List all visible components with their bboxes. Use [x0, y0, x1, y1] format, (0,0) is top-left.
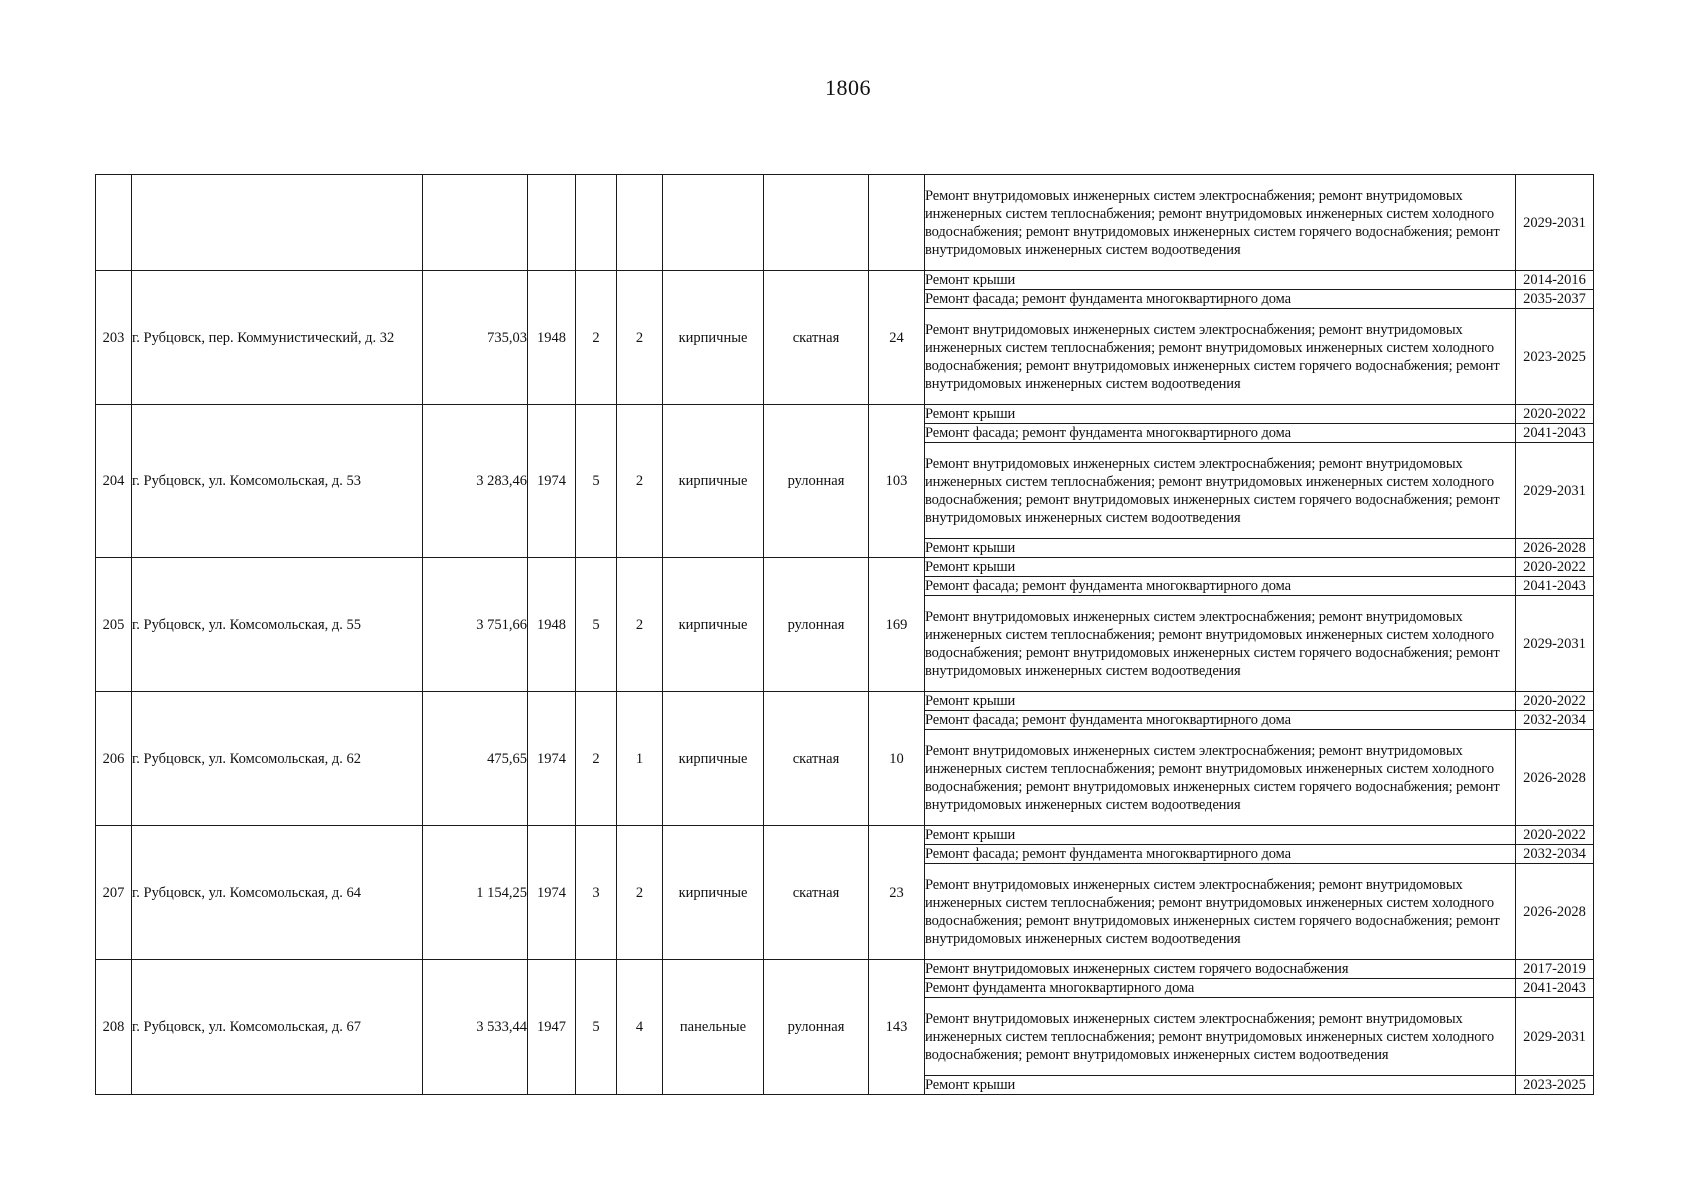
work-period: 2029-2031: [1516, 175, 1594, 271]
work-description: Ремонт крыши: [925, 271, 1516, 290]
work-period: 2035-2037: [1516, 290, 1594, 309]
work-description: Ремонт фасада; ремонт фундамента многоквартирного дома: [925, 424, 1516, 443]
row-number: 204: [96, 405, 132, 558]
work-period: 2041-2043: [1516, 424, 1594, 443]
empty-cell: [132, 175, 423, 271]
floors-cell: 5: [576, 960, 617, 1095]
roof-type-cell: рулонная: [764, 405, 869, 558]
table-row: [96, 271, 1594, 290]
work-period: 2020-2022: [1516, 692, 1594, 711]
floors-cell: 5: [576, 558, 617, 692]
entrances-cell: 2: [617, 826, 663, 960]
table-row: [96, 405, 1594, 424]
apartments-cell: 169: [869, 558, 925, 692]
floors-cell: 3: [576, 826, 617, 960]
work-description: Ремонт внутридомовых инженерных систем электроснабжения; ремонт внутридомовых инженерных систем теплоснабжения; ремонт внутридомовых инженерных систем холодного водоснабжения; ремонт внутридомовых инженерных систем горячего водоснабжения; ремонт внутридомовых инженерных систем водоотведения: [925, 596, 1516, 692]
capital-repair-table: [95, 174, 1594, 1095]
work-period: 2026-2028: [1516, 864, 1594, 960]
floors-cell: 5: [576, 405, 617, 558]
walls-material-cell: кирпичные: [663, 826, 764, 960]
work-description: Ремонт внутридомовых инженерных систем горячего водоснабжения: [925, 960, 1516, 979]
year-cell: 1974: [528, 826, 576, 960]
row-number: 207: [96, 826, 132, 960]
work-period: 2032-2034: [1516, 711, 1594, 730]
row-number: 203: [96, 271, 132, 405]
work-description: Ремонт фундамента многоквартирного дома: [925, 979, 1516, 998]
roof-type-cell: скатная: [764, 271, 869, 405]
empty-cell: [576, 175, 617, 271]
apartments-cell: 23: [869, 826, 925, 960]
work-period: 2020-2022: [1516, 558, 1594, 577]
roof-type-cell: скатная: [764, 692, 869, 826]
work-period: 2026-2028: [1516, 539, 1594, 558]
work-description: Ремонт внутридомовых инженерных систем электроснабжения; ремонт внутридомовых инженерных систем теплоснабжения; ремонт внутридомовых инженерных систем холодного водоснабжения; ремонт внутридомовых инженерных систем горячего водоснабжения; ремонт внутридомовых инженерных систем водоотведения: [925, 309, 1516, 405]
empty-cell: [617, 175, 663, 271]
work-period: 2029-2031: [1516, 998, 1594, 1076]
work-description: Ремонт крыши: [925, 1076, 1516, 1095]
work-description: Ремонт крыши: [925, 558, 1516, 577]
row-number: 206: [96, 692, 132, 826]
address-cell: г. Рубцовск, пер. Коммунистический, д. 32: [132, 271, 423, 405]
table-row: [96, 558, 1594, 577]
area-cell: 475,65: [423, 692, 528, 826]
work-period: 2023-2025: [1516, 309, 1594, 405]
address-cell: г. Рубцовск, ул. Комсомольская, д. 62: [132, 692, 423, 826]
entrances-cell: 2: [617, 405, 663, 558]
empty-cell: [96, 175, 132, 271]
work-period: 2023-2025: [1516, 1076, 1594, 1095]
year-cell: 1974: [528, 405, 576, 558]
work-description: Ремонт крыши: [925, 692, 1516, 711]
year-cell: 1947: [528, 960, 576, 1095]
work-period: 2041-2043: [1516, 577, 1594, 596]
work-description: Ремонт фасада; ремонт фундамента многоквартирного дома: [925, 711, 1516, 730]
address-cell: г. Рубцовск, ул. Комсомольская, д. 67: [132, 960, 423, 1095]
year-cell: 1974: [528, 692, 576, 826]
work-description: Ремонт внутридомовых инженерных систем электроснабжения; ремонт внутридомовых инженерных систем теплоснабжения; ремонт внутридомовых инженерных систем холодного водоснабжения; ремонт внутридомовых инженерных систем водоотведения: [925, 998, 1516, 1076]
empty-cell: [764, 175, 869, 271]
roof-type-cell: рулонная: [764, 960, 869, 1095]
work-period: 2029-2031: [1516, 596, 1594, 692]
floors-cell: 2: [576, 692, 617, 826]
year-cell: 1948: [528, 558, 576, 692]
entrances-cell: 2: [617, 558, 663, 692]
walls-material-cell: панельные: [663, 960, 764, 1095]
work-description: Ремонт внутридомовых инженерных систем электроснабжения; ремонт внутридомовых инженерных систем теплоснабжения; ремонт внутридомовых инженерных систем холодного водоснабжения; ремонт внутридомовых инженерных систем горячего водоснабжения; ремонт внутридомовых инженерных систем водоотведения: [925, 443, 1516, 539]
empty-cell: [869, 175, 925, 271]
entrances-cell: 1: [617, 692, 663, 826]
walls-material-cell: кирпичные: [663, 405, 764, 558]
area-cell: 3 533,44: [423, 960, 528, 1095]
work-description: Ремонт крыши: [925, 826, 1516, 845]
area-cell: 3 751,66: [423, 558, 528, 692]
area-cell: 1 154,25: [423, 826, 528, 960]
empty-cell: [663, 175, 764, 271]
work-description: Ремонт фасада; ремонт фундамента многоквартирного дома: [925, 845, 1516, 864]
area-cell: 3 283,46: [423, 405, 528, 558]
apartments-cell: 10: [869, 692, 925, 826]
walls-material-cell: кирпичные: [663, 271, 764, 405]
empty-cell: [423, 175, 528, 271]
address-cell: г. Рубцовск, ул. Комсомольская, д. 53: [132, 405, 423, 558]
roof-type-cell: скатная: [764, 826, 869, 960]
walls-material-cell: кирпичные: [663, 558, 764, 692]
year-cell: 1948: [528, 271, 576, 405]
apartments-cell: 143: [869, 960, 925, 1095]
address-cell: г. Рубцовск, ул. Комсомольская, д. 55: [132, 558, 423, 692]
table-row: [96, 826, 1594, 845]
work-period: 2029-2031: [1516, 443, 1594, 539]
work-period: 2020-2022: [1516, 826, 1594, 845]
work-period: 2041-2043: [1516, 979, 1594, 998]
row-number: 208: [96, 960, 132, 1095]
work-period: 2020-2022: [1516, 405, 1594, 424]
floors-cell: 2: [576, 271, 617, 405]
empty-cell: [528, 175, 576, 271]
table-row: [96, 692, 1594, 711]
area-cell: 735,03: [423, 271, 528, 405]
work-description: Ремонт фасада; ремонт фундамента многоквартирного дома: [925, 577, 1516, 596]
work-period: 2032-2034: [1516, 845, 1594, 864]
walls-material-cell: кирпичные: [663, 692, 764, 826]
entrances-cell: 2: [617, 271, 663, 405]
work-description: Ремонт крыши: [925, 405, 1516, 424]
row-number: 205: [96, 558, 132, 692]
apartments-cell: 103: [869, 405, 925, 558]
table-row-continuation: [96, 175, 1594, 271]
work-period: 2017-2019: [1516, 960, 1594, 979]
work-description: Ремонт внутридомовых инженерных систем электроснабжения; ремонт внутридомовых инженерных систем теплоснабжения; ремонт внутридомовых инженерных систем холодного водоснабжения; ремонт внутридомовых инженерных систем горячего водоснабжения; ремонт внутридомовых инженерных систем водоотведения: [925, 175, 1516, 271]
address-cell: г. Рубцовск, ул. Комсомольская, д. 64: [132, 826, 423, 960]
table-row: [96, 960, 1594, 979]
work-description: Ремонт внутридомовых инженерных систем электроснабжения; ремонт внутридомовых инженерных систем теплоснабжения; ремонт внутридомовых инженерных систем холодного водоснабжения; ремонт внутридомовых инженерных систем горячего водоснабжения; ремонт внутридомовых инженерных систем водоотведения: [925, 864, 1516, 960]
entrances-cell: 4: [617, 960, 663, 1095]
page-number: 1806: [825, 75, 871, 100]
work-period: 2026-2028: [1516, 730, 1594, 826]
work-period: 2014-2016: [1516, 271, 1594, 290]
table-body: [96, 175, 1594, 1095]
work-description: Ремонт внутридомовых инженерных систем электроснабжения; ремонт внутридомовых инженерных систем теплоснабжения; ремонт внутридомовых инженерных систем холодного водоснабжения; ремонт внутридомовых инженерных систем горячего водоснабжения; ремонт внутридомовых инженерных систем водоотведения: [925, 730, 1516, 826]
roof-type-cell: рулонная: [764, 558, 869, 692]
apartments-cell: 24: [869, 271, 925, 405]
work-description: Ремонт фасада; ремонт фундамента многоквартирного дома: [925, 290, 1516, 309]
work-description: Ремонт крыши: [925, 539, 1516, 558]
